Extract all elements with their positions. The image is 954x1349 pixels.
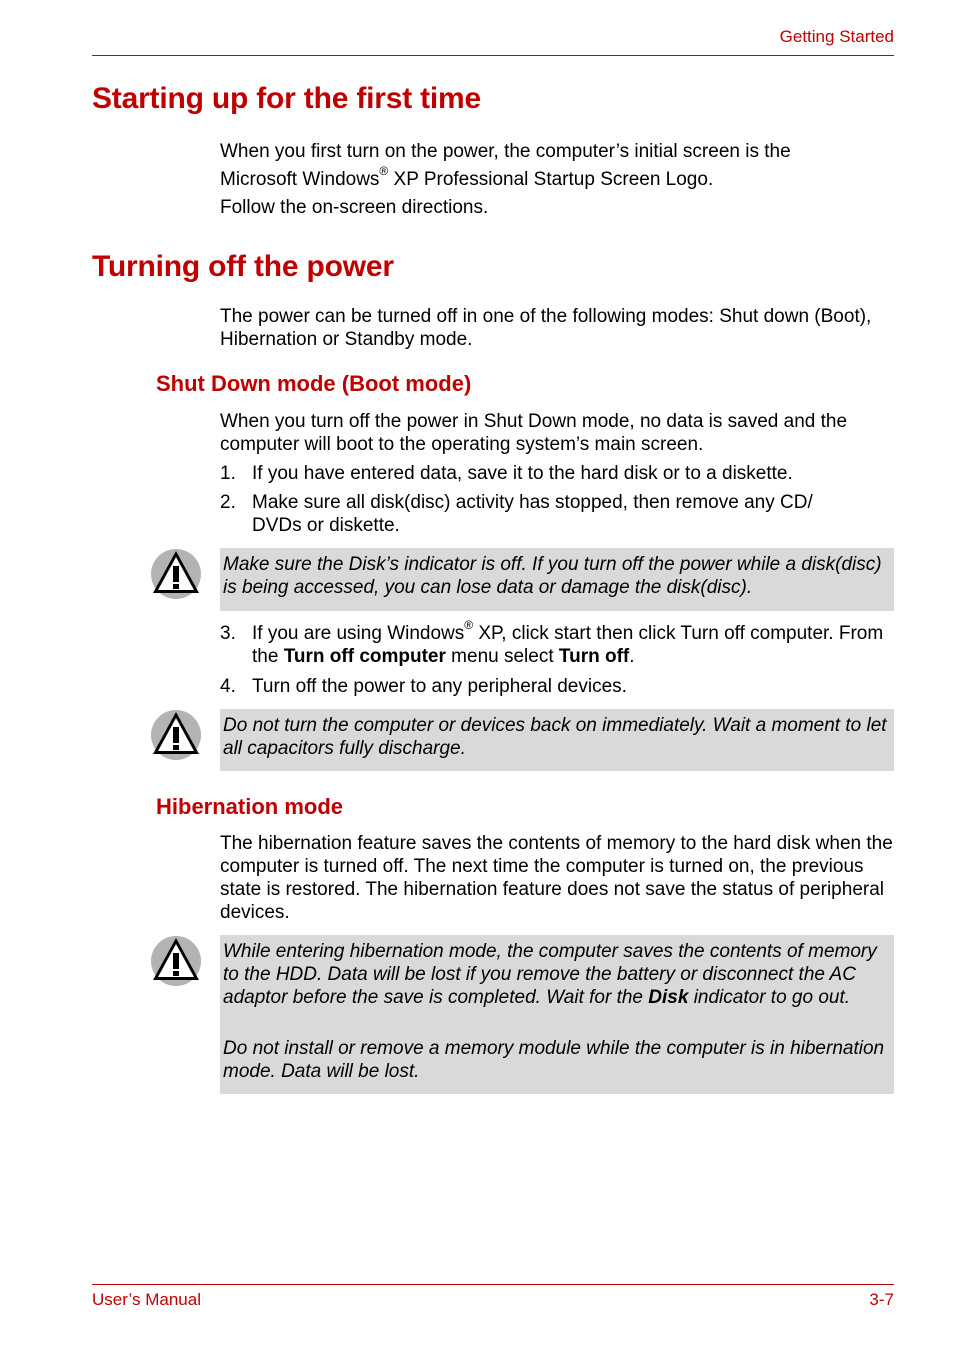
startup-text: When you first turn on the power, the computer’s initial screen is the Microsoft Windows xyxy=(220,141,791,190)
section-title-startup: Starting up for the first time xyxy=(92,82,482,115)
indicator-name-disk: Disk xyxy=(648,987,689,1008)
registered-mark: ® xyxy=(379,163,389,178)
caution-note-capacitors xyxy=(220,709,894,771)
list-number: 2. xyxy=(220,492,236,513)
caution-note-text: Make sure the Disk’s indicator is off. If you turn off the power while a disk(disc) is being accessed, you can lose data or damage the disk(disc). xyxy=(223,554,882,598)
footer-manual-title: User’s Manual xyxy=(92,1290,201,1309)
step3-text-c: menu select xyxy=(445,646,559,667)
list-item xyxy=(220,491,894,537)
page-number: 3-7 xyxy=(869,1290,894,1309)
list-item xyxy=(220,617,894,668)
step3-text-a: If you are using Windows xyxy=(252,623,465,644)
warning-icon xyxy=(150,707,204,761)
list-number: 4. xyxy=(220,676,236,697)
subsection-title-shutdown: Shut Down mode (Boot mode) xyxy=(156,371,472,396)
menu-item-turn-off: Turn off xyxy=(558,646,630,667)
footer-rule xyxy=(92,1284,894,1285)
caution-note-text-2: Do not install or remove a memory module while the computer is in hibernation mode. Data will be lost. xyxy=(223,1038,885,1082)
hibernation-intro: The hibernation feature saves the contents of memory to the hard disk when the computer is turned off. The next time the computer is turned on, the previous state is restored. The hibernation feature does not save the status of peripheral devices. xyxy=(220,833,893,923)
power-off-intro: The power can be turned off in one of the following modes: Shut down (Boot), Hibernation or Standby mode. xyxy=(220,306,872,350)
caution-note-hibernation xyxy=(220,935,894,1094)
list-number: 1. xyxy=(220,463,236,484)
shutdown-intro: When you turn off the power in Shut Down mode, no data is saved and the computer will boot to the operating system’s main screen. xyxy=(220,411,848,455)
list-number: 3. xyxy=(220,623,236,644)
header-rule xyxy=(92,55,894,56)
registered-mark: ® xyxy=(464,617,474,632)
menu-name-turn-off-computer: Turn off computer xyxy=(283,646,446,667)
step3-text-b: XP, click start then click Turn off computer. From the xyxy=(252,623,884,667)
list-text: Make sure all disk(disc) activity has stopped, then remove any CD/ DVDs or diskette. xyxy=(252,492,813,536)
list-text: Turn off the power to any peripheral devices. xyxy=(252,676,627,697)
list-item xyxy=(220,675,894,698)
section-title-power-off: Turning off the power xyxy=(92,250,394,283)
caution-note-text: Do not turn the computer or devices back on immediately. Wait a moment to let all capacitors fully discharge. xyxy=(223,715,887,759)
note3-text-b: indicator to go out. xyxy=(688,987,851,1008)
caution-note-disk xyxy=(220,548,894,611)
caution-note-text xyxy=(223,940,891,1009)
warning-icon xyxy=(150,933,204,987)
startup-paragraph xyxy=(220,138,860,194)
list-text xyxy=(252,617,894,668)
running-header: Getting Started xyxy=(779,27,894,46)
startup-text-end: XP Professional Startup Screen Logo. xyxy=(388,169,714,190)
list-text: If you have entered data, save it to the hard disk or to a diskette. xyxy=(252,463,793,484)
step3-text-d: . xyxy=(629,646,635,667)
warning-icon xyxy=(150,546,204,600)
note3-text-a: While entering hibernation mode, the computer saves the contents of memory to the HDD. Data will be lost if you remove the battery or disconnect the AC adaptor before the save is completed. Wait for the xyxy=(223,941,877,1008)
list-item xyxy=(220,462,894,485)
startup-follow-text: Follow the on-screen directions. xyxy=(220,197,489,218)
subsection-title-hibernation: Hibernation mode xyxy=(156,794,344,819)
